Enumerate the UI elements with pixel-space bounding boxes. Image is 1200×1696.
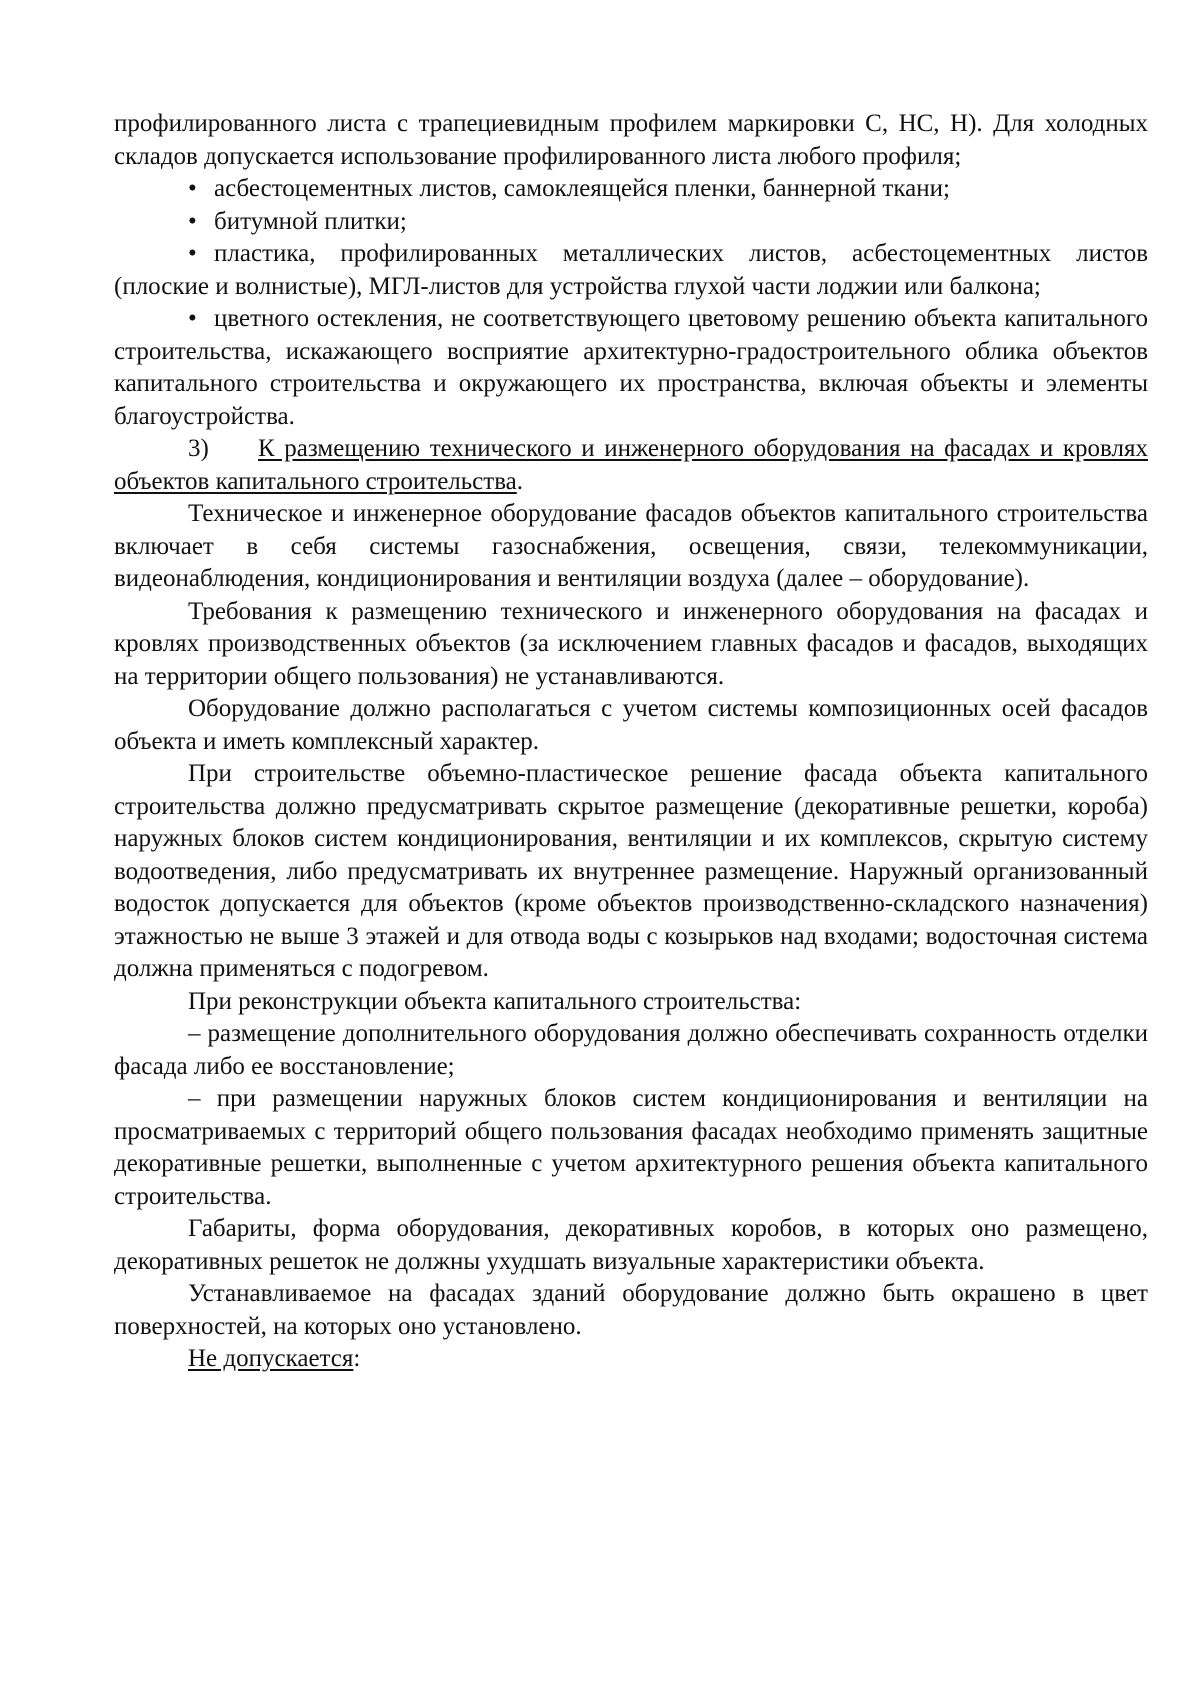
bullet-icon: • [188, 175, 197, 202]
paragraph-construction: При строительстве объемно-пластическое решение фасада объекта капитального строительства должно предусматривать скрытое размещение (декоративные решетки, короба) наружных блоков систем кондиционирования, вентиляции и их комплексов, скрытую систему водоотведения, либо предусматривать их внутреннее размещение. Наружный организованный водосток допускается для объектов (кроме объектов производственно-складского назначения) этажностью не выше 3 этажей и для отвода воды с козырьков над входами; водосточная система должна применяться с подогревом. [114, 760, 1148, 982]
list-item-protective-grilles: – при размещении наружных блоков систем кондиционирования и вентиляции на просматриваемых с территорий общего пользования фасадах необходимо применять защитные декоративные решетки, выполненные с учетом архитектурного решения объекта капитального строительства. [114, 1085, 1148, 1210]
paragraph-profile-sheet: профилированного листа с трапециевидным профилем маркировки С, НС, Н). Для холодных складов допускается использование профилированного листа любого профиля; [114, 110, 1148, 170]
section-heading-3 [114, 433, 1148, 498]
section-title: К размещению технического и инженерного оборудования на фасадах и кровлях объектов капитального строительства [114, 435, 1148, 495]
list-item-plastic [114, 238, 1148, 303]
not-allowed-colon: : [353, 1345, 361, 1372]
paragraph-not-allowed [114, 1343, 1148, 1376]
bullet-icon: • [188, 207, 197, 235]
paragraph-dimensions: Габариты, форма оборудования, декоративных коробов, в которых оно размещено, декоративных решеток не должны ухудшать визуальные характеристики объекта. [114, 1215, 1148, 1275]
section-number: 3) [188, 435, 209, 462]
list-item-text: битумной плитки; [214, 207, 407, 235]
list-item-text: асбестоцементных листов, самоклеящейся пленки, баннерной ткани; [214, 175, 950, 202]
list-item-asbestos [114, 173, 1148, 206]
bullet-icon: • [188, 305, 197, 332]
list-item-colored-glazing [114, 303, 1148, 433]
not-allowed-heading: Не допускается [188, 1345, 354, 1372]
bullet-icon: • [188, 240, 197, 267]
list-item-text: пластика, профилированных металлических листов, асбестоцементных листов (плоские и волнистые), МГЛ-листов для устройства глухой части лоджии или балкона; [114, 240, 1148, 300]
paragraph-requirements: Требования к размещению технического и инженерного оборудования на фасадах и кровлях производственных объектов (за исключением главных фасадов и фасадов, выходящих на территории общего пользования) не устанавливаются. [114, 597, 1148, 690]
section-title-end: . [516, 467, 524, 495]
document-page [114, 108, 1148, 1376]
paragraph-reconstruction: При реконструкции объекта капитального строительства: [188, 987, 802, 1015]
list-item-additional-equipment: – размещение дополнительного оборудования должно обеспечивать сохранность отделки фасада либо ее восстановление; [114, 1020, 1148, 1080]
paragraph-composition-axes: Оборудование должно располагаться с учетом системы композиционных осей фасадов объекта и иметь комплексный характер. [114, 695, 1148, 755]
paragraph-technical-equipment: Техническое и инженерное оборудование фасадов объектов капитального строительства включает в себя системы газоснабжения, освещения, связи, телекоммуникации, видеонаблюдения, кондиционирования и вентиляции воздуха (далее – оборудование). [114, 500, 1148, 592]
list-item-text: цветного остекления, не соответствующего цветовому решению объекта капитального строительства, искажающего восприятие архитектурно-градостроительного облика объектов капитального строительства и окружающего их пространства, включая объекты и элементы благоустройства. [114, 305, 1148, 430]
paragraph-color: Устанавливаемое на фасадах зданий оборудование должно быть окрашено в цвет поверхностей, на которых оно установлено. [114, 1280, 1148, 1340]
list-item-bitumen [114, 206, 1148, 239]
